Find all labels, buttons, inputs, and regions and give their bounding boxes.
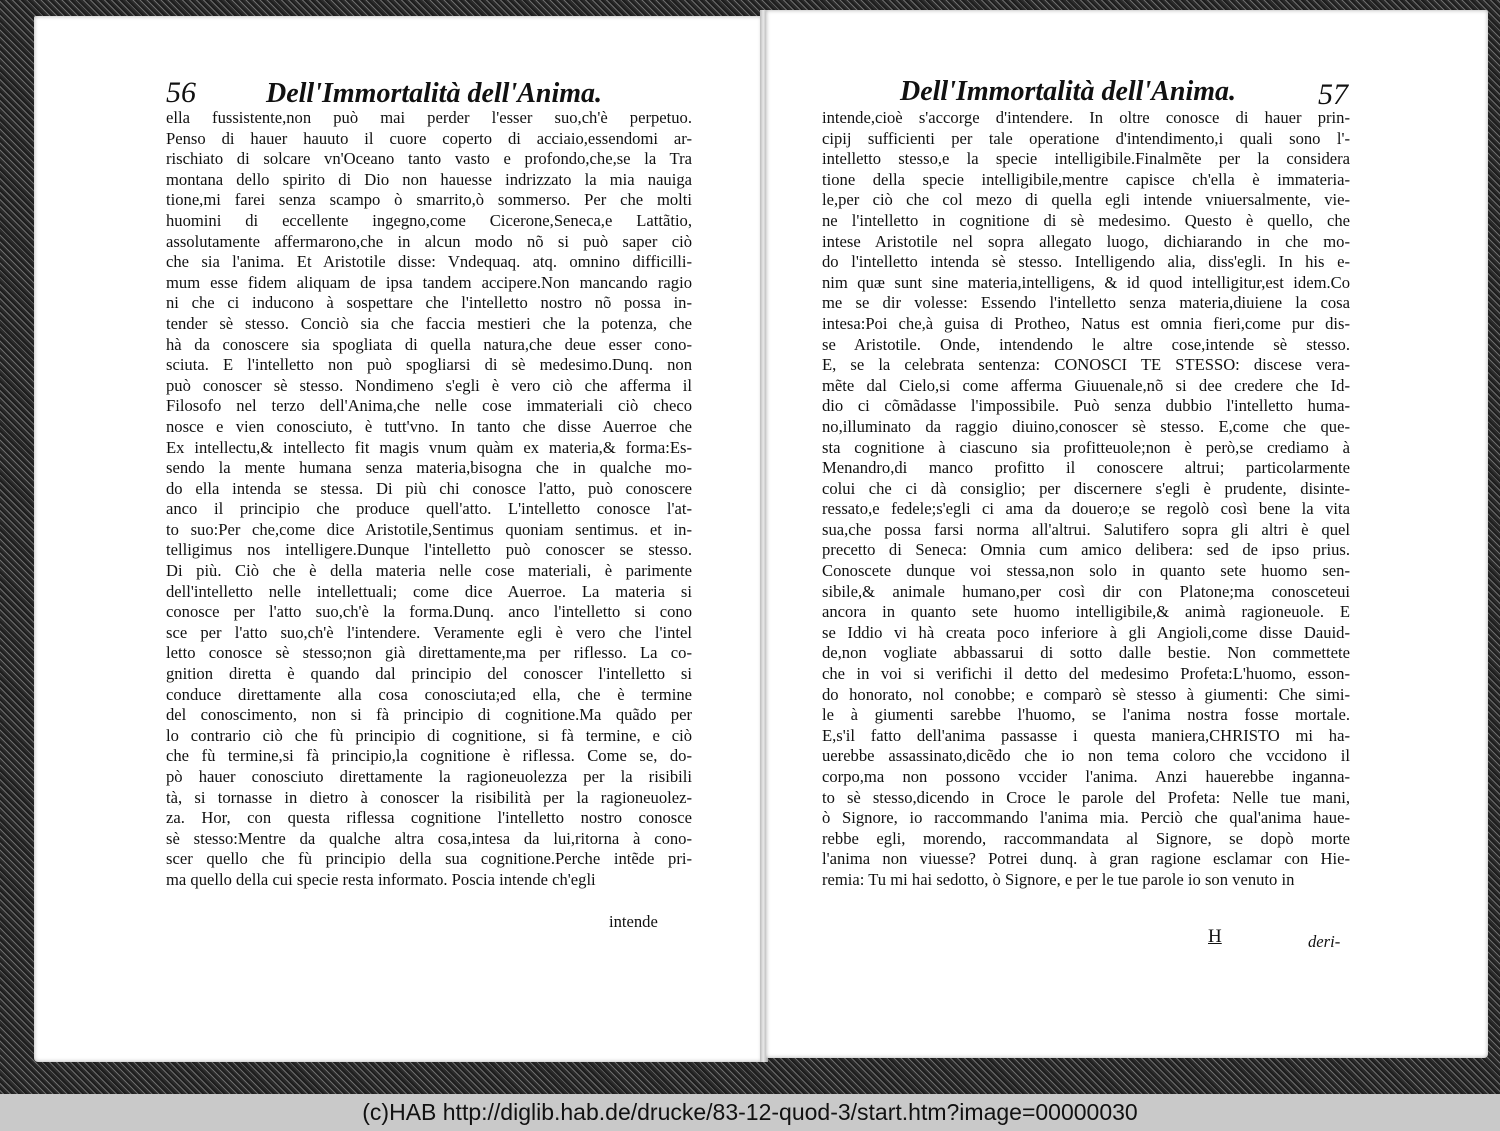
left-text-line: scer quello che fù principio della sua cognitione.Perche intẽde pri- xyxy=(166,849,692,869)
right-text-line: colui che ci dà consiglio; per discernere s'egli è prudente, disinte- xyxy=(822,478,1350,498)
left-text-line: letto conosce sè stesso;non già direttamente,ma per riflesso. La co- xyxy=(166,643,692,663)
left-text-line: mum esse fidem aliquam de ipsa tandem accipere.Non mancando ragio xyxy=(166,272,692,292)
right-text-line: intesa:Poi che,à guisa di Protheo, Natus est omnia fieri,come pur dis- xyxy=(822,313,1350,333)
left-text-line: pò hauer conosciuto direttamente la ragioneuolezza per la risibili xyxy=(166,767,692,786)
right-text-line: intelletto stesso,e la specie intelligibile.Finalmẽte per la considera xyxy=(822,149,1350,169)
left-text-line: conosce per l'atto suo,ch'è la forma.Dunq. anco l'intelletto si cono xyxy=(166,602,692,622)
left-text-line: assolutamente affermarono,che in alcun modo nõ si può saper ciò xyxy=(166,231,692,251)
left-text-line: sendo la mente humana senza materia,bisogna che in qualche mo- xyxy=(166,458,692,478)
left-text-line: hà da conoscere sia spogliata di quella natura,che deue esser cono- xyxy=(166,334,692,354)
left-text-line: montana dello spirito di Dio non hauesse indrizzato la mia nauiga xyxy=(166,169,692,189)
left-text-line: che fù termine,si fà principio,la cognitione è riflessa. Come se, do- xyxy=(166,746,692,766)
right-text-line: mẽte dal Cielo,si come afferma Giuuenale,nõ si dee credere che Id- xyxy=(822,375,1350,395)
right-catchword: deri- xyxy=(1308,932,1341,951)
left-text-line: za. Hor, con questa riflessa cognitione l'intelletto nostro conosce xyxy=(166,808,692,828)
left-text-line: tender sè stesso. Conciò sia che faccia mestieri che la potenza, che xyxy=(166,313,692,333)
left-text-line: do ella intenda se stessa. Di più chi conosce l'atto, può conoscere xyxy=(166,478,692,498)
right-text-line: de,non vogliate abbassarui di sotto dalle bestie. Non commettete xyxy=(822,643,1350,663)
left-text-line: telligimus nos intelligere.Dunque l'intelletto può conoscer se stesso. xyxy=(166,540,692,560)
right-folio: 57 xyxy=(1318,78,1348,111)
left-text-line: sè stesso:Mentre da qualche altra cosa,intesa da lui,ritorna à cono- xyxy=(166,828,692,848)
right-text-line: do l'intelletto intenda sè stesso. Intelligendo alia, diss'egli. In his e- xyxy=(822,252,1350,272)
right-text-line: ne l'intelletto in cognitione di sè medesimo. Questo è quello, che xyxy=(822,210,1350,230)
left-text-line: anco il principio che produce quell'atto. L'intelletto conosce l'at- xyxy=(166,499,692,519)
left-text-line: to suo:Per che,come dice Aristotile,Sentimus quoniam sentimus. et in- xyxy=(166,519,692,539)
right-text-line: ò Signore, io raccommando l'anima mia. Perciò che qual'anima haue- xyxy=(822,808,1350,828)
right-text-line: precetto di Seneca: Omnia cum amico delibera: sed de ipso prius. xyxy=(822,540,1350,560)
right-text-line: to sè stesso,dicendo in Croce le parole del Profeta: Nelle tue mani, xyxy=(822,787,1350,807)
left-text-line: tione,mi farei senza scampo ò smarrito,ò sommerso. Per che molti xyxy=(166,190,692,210)
left-text-line: dell'intelletto nelle intellettuali; come dice Auerroe. La materia si xyxy=(166,581,692,601)
right-text-line: sua,che possa farsi norma all'altrui. Salutifero sopra gli altri è quel xyxy=(822,519,1350,539)
left-text-line: gnition diretta è quando dal principio del conoscer l'intelletto si xyxy=(166,664,692,684)
right-text-line: se Aristotile. Onde, intendendo le altre cose,intende sè stesso. xyxy=(822,334,1350,354)
right-text-line: le,per ciò che col mezo di quella egli intende vniuersalmente, vie- xyxy=(822,190,1350,210)
right-text-line: remia: Tu mi hai sedotto, ò Signore, e per le tue parole io son venuto in xyxy=(822,869,1295,889)
right-text-line: me se dir volesse: Essendo l'intelletto senza materia,diuiene la cosa xyxy=(822,293,1350,313)
left-text-line: huomini di eccellente ingegno,come Cicerone,Seneca,e Lattãtio, xyxy=(166,210,692,230)
left-text-line: Penso di hauer hauuto il cuore coperto di acciaio,essendomi ar- xyxy=(166,128,692,148)
left-text-line: lo contrario ciò che fù principio di cognitione, si fà termine, e ciò xyxy=(166,725,692,745)
right-text-line: cipij sufficienti per tale operatione d'intendimento,i quali sono l'- xyxy=(822,128,1350,148)
left-text-line: sce per l'atto suo,ch'è l'intendere. Veramente egli è vero che l'intel xyxy=(166,622,692,642)
right-text-line: nim quæ sunt sine materia,intelligens, & id quod intelligitur,est idem.Co xyxy=(822,272,1350,292)
left-text-line: ni che ci inducono à sospettare che l'intelletto nostro nõ possa in- xyxy=(166,293,692,313)
right-text-line: se Iddio vi hà creata poco inferiore à gli Angioli,come disse Dauid- xyxy=(822,622,1350,642)
left-text-line: nosce e vien conosciuto, è tutt'vno. In tanto che disse Auerroe che xyxy=(166,416,692,436)
right-text-line: uerebbe assassinato,dicẽdo che io non tema coloro che vccidono il xyxy=(822,746,1350,766)
right-text-line: E, se la celebrata sentenza: CONOSCI TE STESSO: discese vera- xyxy=(822,355,1350,375)
right-text-line: intende,cioè s'accorge d'intendere. In oltre conosce di hauer prin- xyxy=(822,108,1350,127)
left-text-line: rischiato di solcare vn'Oceano tanto vasto e profondo,che,se la Tra xyxy=(166,149,692,169)
right-text-line: sta cognitione à ciascuno sia profitteuole;non è però,se crediamo à xyxy=(822,437,1350,457)
right-signature-mark: H xyxy=(1208,926,1222,947)
right-text-line: dio ci cõmãdasse l'impossibile. Può senza dubbio l'intelletto huma- xyxy=(822,396,1350,416)
right-running-head: Dell'Immortalità dell'Anima. xyxy=(900,76,1237,107)
left-text-line: può conoscer sè stesso. Nondimeno s'egli è vero ciò che afferma il xyxy=(166,375,692,395)
right-text-line: ressato,e fedele;s'egli ci ama da douero;e se regolò così bene la vita xyxy=(822,499,1350,519)
left-text-line: tà, si tornasse in dietro à conoscer la risibilità per la ragioneuolez- xyxy=(166,787,692,807)
right-text-line: rebbe egli, morendo, raccommandata al Signore, se dopò morte xyxy=(822,828,1350,848)
left-text-line: ma quello della cui specie resta informato. Poscia intende ch'egli xyxy=(166,869,596,889)
left-text-line: del conoscimento, non si fà principio di cognitione.Ma quãdo per xyxy=(166,705,692,725)
right-text-line: corpo,ma non possono vccider l'anima. Anzi hauerebbe inganna- xyxy=(822,767,1350,786)
right-body-text xyxy=(822,108,1350,891)
footer-credit-bar xyxy=(0,1094,1500,1131)
right-text-line: tione della specie intelligibile,mentre capisce ch'ella è immateria- xyxy=(822,169,1350,189)
left-text-line: ella fussistente,non può mai perder l'esser suo,ch'è perpetuo. xyxy=(166,108,692,127)
right-text-line: E,s'il fatto dell'anima passasse i questa maniera,CHRISTO mi ha- xyxy=(822,725,1350,745)
right-text-line: Conoscete dunque voi stessa,non solo in quanto sete huomo sen- xyxy=(822,561,1350,581)
left-text-line: Filosofo nel terzo dell'Anima,che nelle cose immateriali ciò checo xyxy=(166,396,692,416)
right-text-line: intese Aristotile nel sopra allegato luogo, dichiarando in che mo- xyxy=(822,231,1350,251)
footer-credit-text: (c)HAB http://diglib.hab.de/drucke/83-12-quod-3/start.htm?image=00000030 xyxy=(362,1099,1138,1125)
left-running-head: Dell'Immortalità dell'Anima. xyxy=(266,78,603,109)
left-text-line: che sia l'anima. Et Aristotile disse: Vndequaq. atq. omnino difficilli- xyxy=(166,252,692,272)
left-text-line: Ex intellectu,& intellecto fit magis vnum quàm ex materia,& forma:Es- xyxy=(166,437,692,457)
left-catchword: intende xyxy=(609,912,658,931)
left-text-line: conduce direttamente alla cosa conosciuta;ed ella, che è termine xyxy=(166,684,692,704)
right-text-line: che in voi si verifichi il detto del medesimo Profeta:L'huomo, esson- xyxy=(822,664,1350,684)
left-text-line: Di più. Ciò che è della materia nelle cose materiali, è parimente xyxy=(166,561,692,581)
right-text-line: ancora in quanto sete huomo intelligibile,& animà ragioneuole. E xyxy=(822,602,1350,622)
right-text-line: do honorato, nol conobbe; e comparò sè stesso à giumenti: Che simi- xyxy=(822,684,1350,704)
right-text-line: no,illuminato da raggio diuino,conoscer sè stesso. E,come che que- xyxy=(822,416,1350,436)
left-folio: 56 xyxy=(166,76,196,109)
right-text-line: le à giumenti sarebbe l'huomo, se l'anima nostra fosse mortale. xyxy=(822,705,1350,725)
left-text-line: sciuta. E l'intelletto non può spogliarsi di sè medesimo.Dunq. non xyxy=(166,355,692,375)
right-text-line: Menandro,di manco profitto il conoscere altrui; particolarmente xyxy=(822,458,1350,478)
right-text-line: sibile,& animale humano,per così dir con Platone;ma conosceteui xyxy=(822,581,1350,601)
left-body-text xyxy=(166,108,692,891)
right-text-line: l'anima non viuesse? Potrei dunq. à gran ragione esclamar con Hie- xyxy=(822,849,1350,869)
